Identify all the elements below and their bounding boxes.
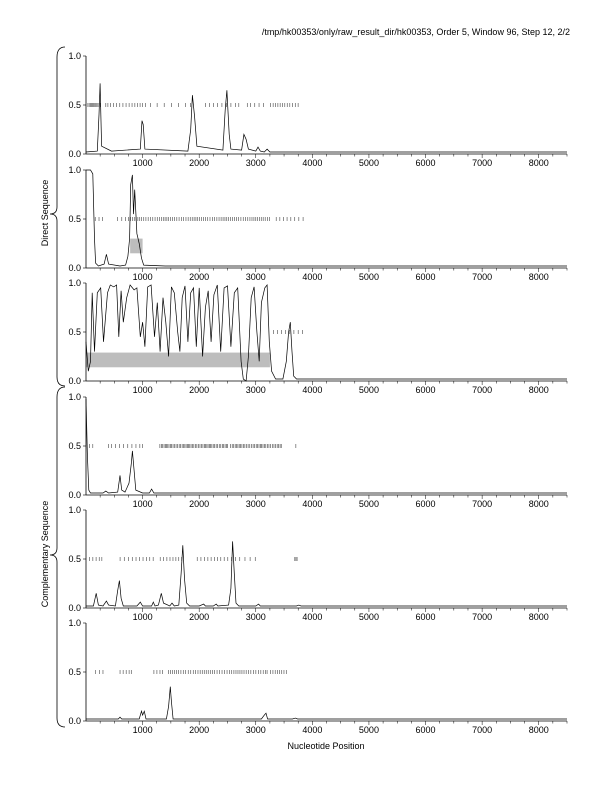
series-line-2	[86, 170, 567, 266]
y-tick-label-2: 0.5	[68, 214, 81, 224]
x-tick-label-5: 4000	[302, 612, 323, 622]
x-tick-label-6: 1000	[132, 725, 153, 735]
x-axis-label: Nucleotide Position	[287, 741, 365, 751]
x-tick-label-5: 7000	[472, 612, 493, 622]
series-line-6	[86, 687, 567, 719]
x-tick-label-2: 6000	[415, 272, 436, 282]
x-tick-label-5: 2000	[189, 612, 210, 622]
x-tick-label-5: 1000	[132, 612, 153, 622]
x-tick-label-1: 6000	[415, 158, 436, 168]
x-tick-label-2: 4000	[302, 272, 323, 282]
complementary-sequence-brace	[50, 387, 65, 727]
y-tick-label-2: 1.0	[68, 165, 81, 175]
direct-sequence-brace	[50, 47, 65, 386]
y-tick-label-1: 0.5	[68, 100, 81, 110]
x-tick-label-3: 1000	[132, 385, 153, 395]
x-tick-label-2: 8000	[528, 272, 549, 282]
y-tick-label-4: 0.0	[68, 490, 81, 500]
x-tick-label-6: 6000	[415, 725, 436, 735]
x-tick-label-1: 4000	[302, 158, 323, 168]
x-tick-label-4: 7000	[472, 499, 493, 509]
header-title: /tmp/hk00353/only/raw_result_dir/hk00353, Order 5, Window 96, Step 12, 2/2	[261, 27, 570, 37]
x-tick-label-6: 8000	[528, 725, 549, 735]
x-tick-label-4: 1000	[132, 499, 153, 509]
x-tick-label-6: 5000	[358, 725, 379, 735]
x-tick-label-5: 3000	[245, 612, 266, 622]
direct-sequence-label: Direct Sequence	[40, 179, 50, 247]
x-tick-label-2: 2000	[189, 272, 210, 282]
y-tick-label-6: 1.0	[68, 618, 81, 628]
y-tick-label-1: 0.0	[68, 149, 81, 159]
x-tick-label-4: 3000	[245, 499, 266, 509]
x-tick-label-1: 5000	[358, 158, 379, 168]
x-tick-label-2: 7000	[472, 272, 493, 282]
y-tick-label-6: 0.0	[68, 716, 81, 726]
x-tick-label-6: 7000	[472, 725, 493, 735]
x-tick-label-5: 8000	[528, 612, 549, 622]
y-tick-label-3: 1.0	[68, 278, 81, 288]
y-tick-label-5: 0.0	[68, 603, 81, 613]
y-tick-label-6: 0.5	[68, 667, 81, 677]
x-tick-label-3: 4000	[302, 385, 323, 395]
y-tick-label-5: 1.0	[68, 505, 81, 515]
highlight-band-3	[86, 353, 270, 368]
x-tick-label-4: 2000	[189, 499, 210, 509]
x-tick-label-3: 7000	[472, 385, 493, 395]
x-tick-label-6: 2000	[189, 725, 210, 735]
x-tick-label-4: 4000	[302, 499, 323, 509]
series-line-4	[86, 399, 567, 493]
x-tick-label-1: 7000	[472, 158, 493, 168]
series-line-1	[86, 83, 567, 152]
series-line-5	[86, 541, 567, 606]
x-tick-label-5: 5000	[358, 612, 379, 622]
x-tick-label-1: 8000	[528, 158, 549, 168]
x-tick-label-4: 6000	[415, 499, 436, 509]
y-tick-label-1: 1.0	[68, 51, 81, 61]
y-tick-label-4: 0.5	[68, 441, 81, 451]
x-tick-label-3: 8000	[528, 385, 549, 395]
y-tick-label-3: 0.0	[68, 376, 81, 386]
x-tick-label-1: 3000	[245, 158, 266, 168]
x-tick-label-6: 4000	[302, 725, 323, 735]
x-tick-label-1: 1000	[132, 158, 153, 168]
complementary-sequence-label: Complementary Sequence	[40, 500, 50, 608]
y-tick-label-5: 0.5	[68, 554, 81, 564]
y-tick-label-2: 0.0	[68, 263, 81, 273]
x-tick-label-3: 6000	[415, 385, 436, 395]
y-tick-label-3: 0.5	[68, 327, 81, 337]
y-tick-label-4: 1.0	[68, 392, 81, 402]
x-tick-label-4: 5000	[358, 499, 379, 509]
x-tick-label-4: 8000	[528, 499, 549, 509]
x-tick-label-3: 5000	[358, 385, 379, 395]
x-tick-label-5: 6000	[415, 612, 436, 622]
x-tick-label-3: 3000	[245, 385, 266, 395]
x-tick-label-2: 1000	[132, 272, 153, 282]
x-tick-label-2: 3000	[245, 272, 266, 282]
x-tick-label-3: 2000	[189, 385, 210, 395]
x-tick-label-1: 2000	[189, 158, 210, 168]
x-tick-label-2: 5000	[358, 272, 379, 282]
x-tick-label-6: 3000	[245, 725, 266, 735]
